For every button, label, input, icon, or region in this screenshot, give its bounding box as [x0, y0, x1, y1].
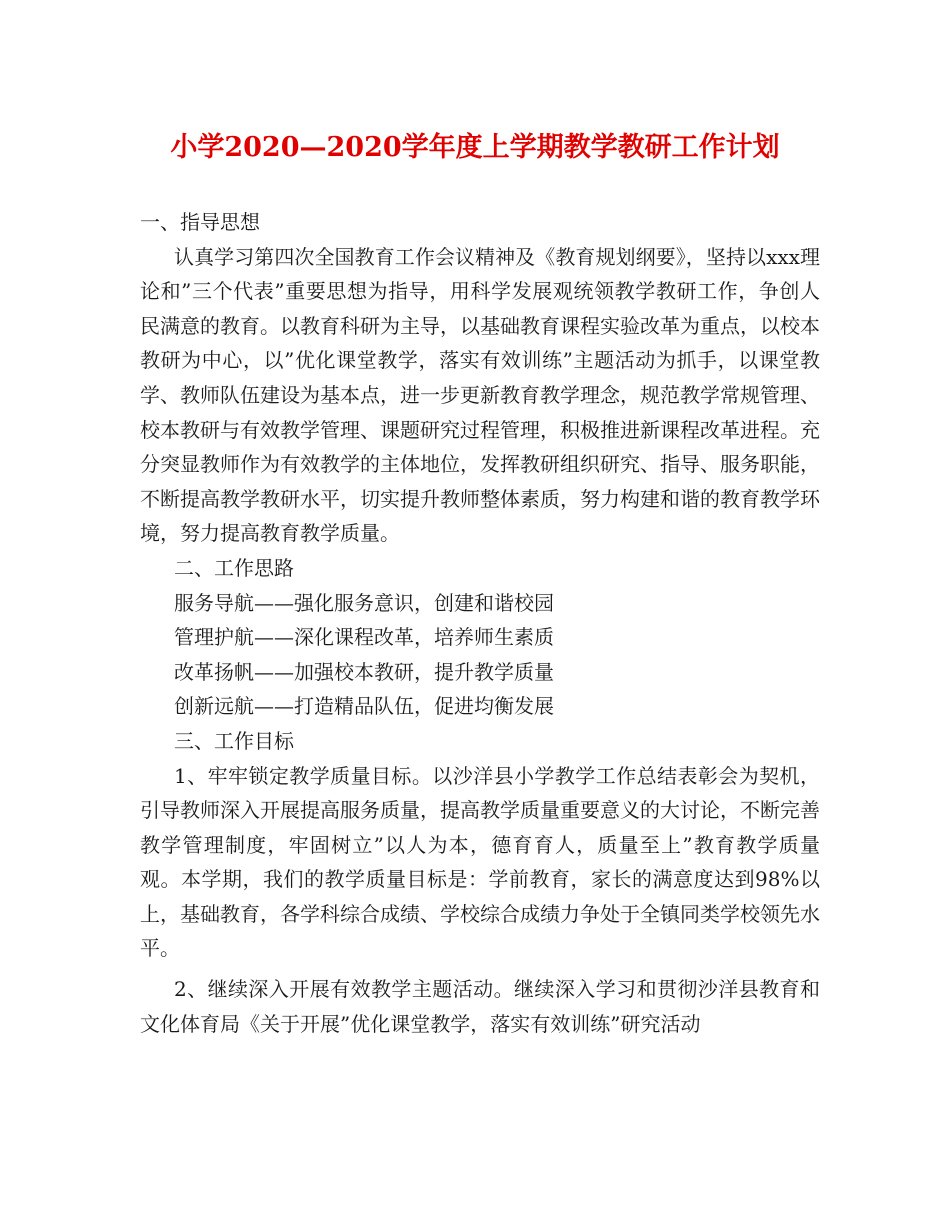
list-item-service-navigation: 服务导航——强化服务意识，创建和谐校园 [174, 590, 554, 615]
section-heading-work-goals: 三、工作目标 [174, 728, 294, 753]
section-heading-work-approach: 二、工作思路 [174, 555, 294, 580]
paragraph-guiding-ideology: 认真学习第四次全国教育工作会议精神及《教育规划纲要》，坚持以xxx理论和”三个代表”重要思想为指导，用科学发展观统领教学教研工作，争创人民满意的教育。以教育科研为主导，以基础教育课程实验改革为重点，以校本教研为中心，以”优化课堂教学，落实有效训练”主题活动为抓手，以课堂教学、教师队伍建设为基本点，进一步更新教育教学理念，规范教学常规管理、校本教研与有效教学管理、课题研究过程管理，积极推进新课程改革进程。充分突显教师作为有效教学的主体地位，发挥教研组织研究、指导、服务职能，不断提高教学教研水平，切实提升教师整体素质，努力构建和谐的教育教学环境，努力提高教育教学质量。 [140, 244, 820, 546]
document-title: 小学2020—2020学年度上学期教学教研工作计划 [170, 132, 780, 163]
paragraph-goal-1: 1、牢牢锁定教学质量目标。以沙洋县小学教学工作总结表彰会为契机，引导教师深入开展提高服务质量，提高教学质量重要意义的大讨论，不断完善教学管理制度，牢固树立”以人为本，德育育人，质量至上”教育教学质量观。本学期，我们的教学质量目标是：学前教育，家长的满意度达到98%以上，基础教育，各学科综合成绩、学校综合成绩力争处于全镇同类学校领先水平。 [140, 763, 820, 961]
paragraph-goal-2: 2、继续深入开展有效教学主题活动。继续深入学习和贯彻沙洋县教育和文化体育局《关于开展”优化课堂教学，落实有效训练”研究活动 [140, 977, 820, 1036]
list-item-management-escort: 管理护航——深化课程改革，培养师生素质 [174, 625, 554, 650]
section-heading-guiding-ideology: 一、指导思想 [140, 210, 260, 234]
list-item-reform-sail: 改革扬帆——加强校本教研，提升教学质量 [174, 659, 554, 684]
document-body [140, 205, 820, 1041]
list-item-innovation-voyage: 创新远航——打造精品队伍，促进均衡发展 [174, 694, 554, 719]
